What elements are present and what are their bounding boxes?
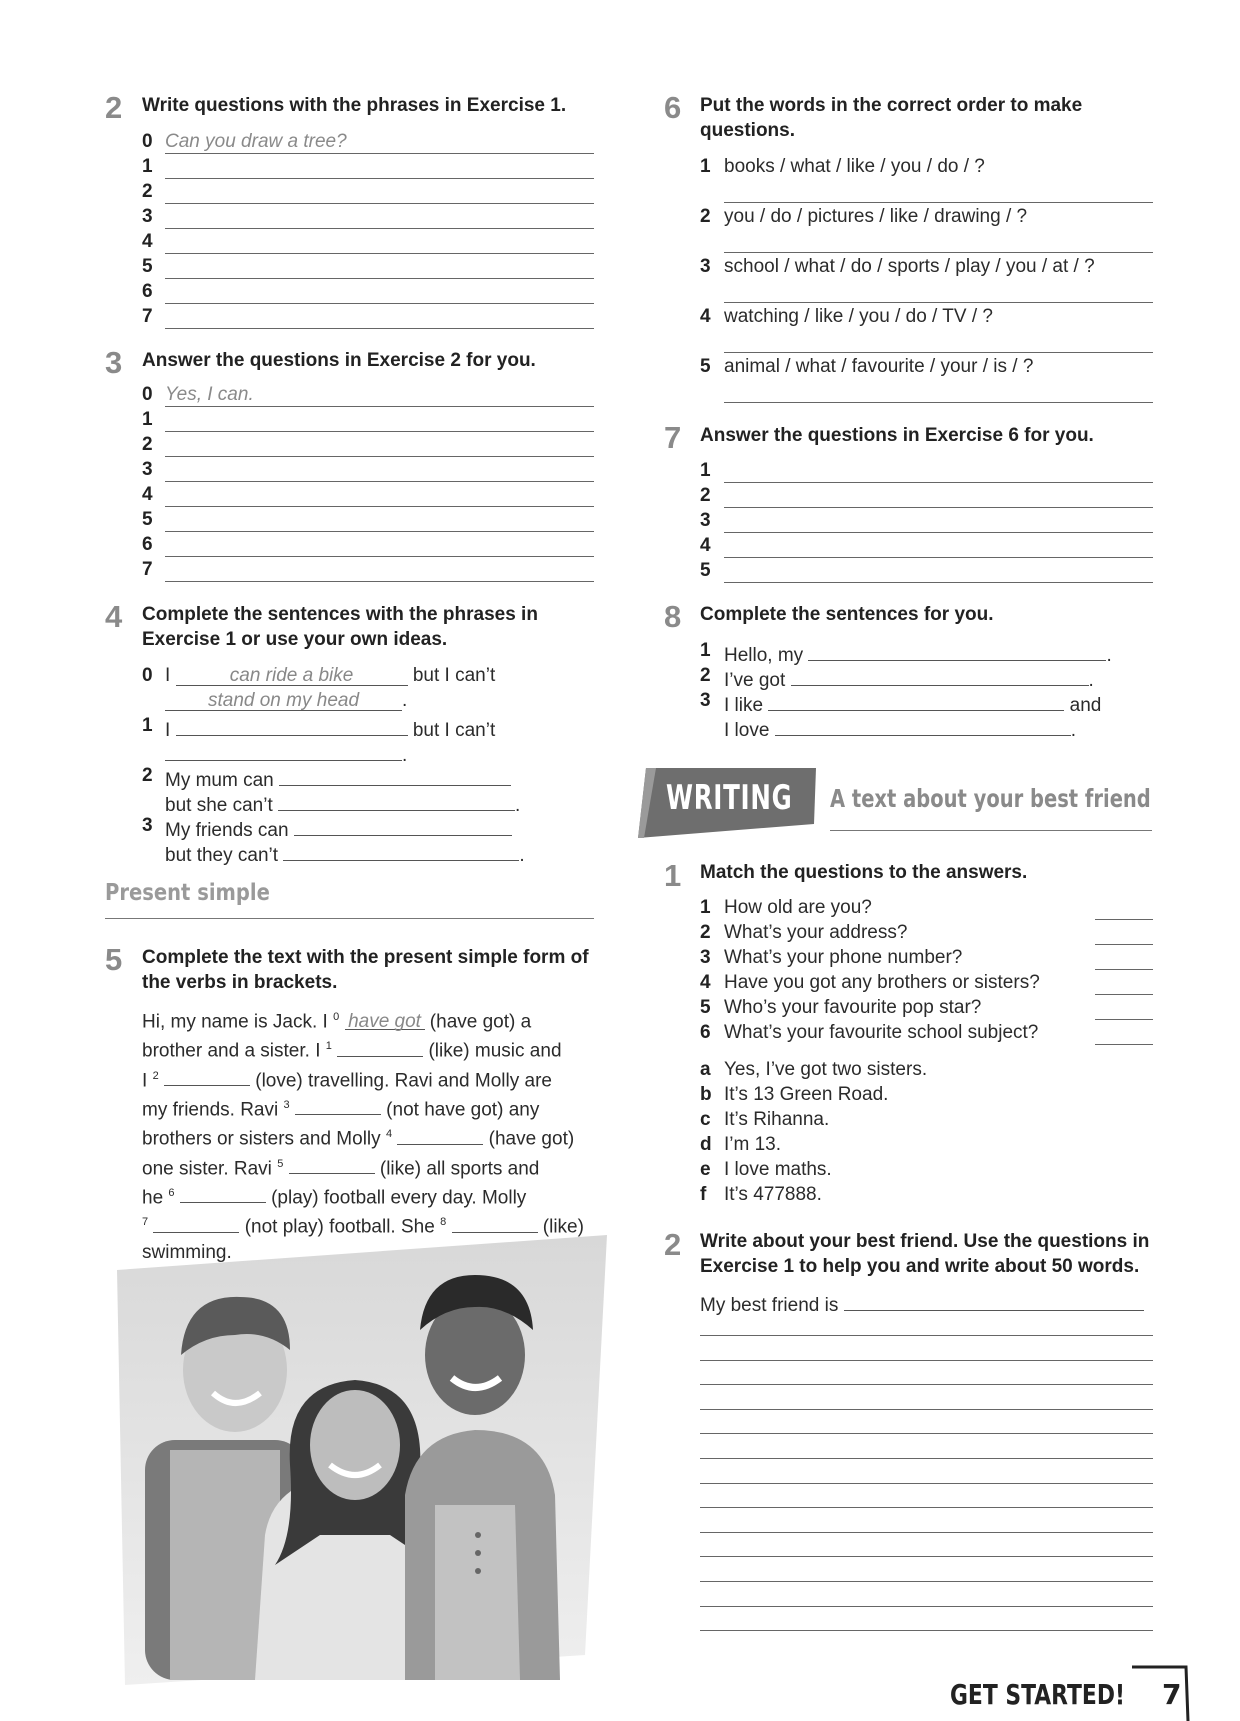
answer-text: I love maths. — [724, 1159, 832, 1180]
item-number: 4 — [700, 535, 711, 556]
item-number: 3 — [142, 459, 153, 480]
exercise-number: 2 — [105, 90, 123, 125]
answer-text: It’s Rihanna. — [724, 1109, 830, 1130]
exercise-title: Complete the sentences for you. — [700, 604, 994, 625]
blank[interactable] — [768, 690, 1064, 711]
sentence — [165, 765, 511, 792]
item-number: 2 — [700, 206, 711, 227]
match-blank[interactable] — [1095, 969, 1153, 970]
exercise-title — [700, 1229, 1149, 1279]
item-number: 3 — [700, 510, 711, 531]
item-number: 0 — [142, 384, 153, 405]
blank[interactable] — [289, 1153, 375, 1174]
writing-line[interactable] — [700, 1360, 1153, 1361]
item-letter: d — [700, 1134, 712, 1155]
sentence — [165, 790, 520, 817]
item-number: 2 — [142, 181, 153, 202]
blank[interactable] — [165, 740, 402, 761]
gap-fill-text — [142, 1005, 602, 1265]
item-number: 5 — [700, 997, 711, 1018]
question-text: Have you got any brothers or sisters? — [724, 972, 1040, 993]
exercise-title — [142, 602, 538, 652]
writing-line[interactable] — [700, 1507, 1153, 1508]
text-line: Hi, my name is Jack. I $^0$ have got (have got) a — [142, 1011, 532, 1033]
writing-line[interactable] — [700, 1335, 1153, 1336]
item-number: 2 — [142, 765, 153, 786]
exercise-title-line: Put the words in the correct order to make — [700, 95, 1083, 116]
text-line: swimming. — [142, 1241, 232, 1263]
answer-line[interactable] — [165, 481, 594, 482]
blank[interactable] — [180, 1182, 266, 1203]
section-rule — [830, 830, 1152, 831]
page-corner-mark — [1130, 1665, 1190, 1721]
exercise-number: 6 — [664, 90, 682, 125]
example-answer: Can you draw a tree? — [165, 131, 347, 152]
text-line: brothers or sisters and Molly $^4$ (have got) — [142, 1122, 602, 1151]
sentence — [165, 665, 495, 687]
sentence-text: but they can’t — [165, 845, 279, 866]
item-number: 6 — [700, 1022, 711, 1043]
item-number: 2 — [700, 665, 711, 686]
friends-photo — [115, 1235, 615, 1690]
item-letter: b — [700, 1084, 712, 1105]
sentence — [165, 740, 407, 767]
sentence-text: . — [402, 745, 408, 766]
sentence — [165, 690, 407, 712]
sentence-text: but I can’t — [412, 720, 496, 741]
writing-line[interactable] — [700, 1581, 1153, 1582]
item-number: 3 — [142, 206, 153, 227]
writing-line[interactable] — [700, 1483, 1153, 1484]
item-letter: f — [700, 1184, 707, 1205]
answer-line[interactable] — [165, 228, 594, 229]
item-number: 0 — [142, 665, 153, 686]
answer-line[interactable] — [165, 556, 594, 557]
answer-line[interactable] — [165, 581, 594, 582]
exercise-number: 2 — [664, 1227, 682, 1262]
answer-line[interactable] — [724, 302, 1153, 303]
item-number: 6 — [142, 281, 153, 302]
unit-title: GET STARTED! — [950, 1678, 1125, 1711]
exercise-title-line: the verbs in brackets. — [142, 972, 338, 993]
section-rule — [105, 918, 594, 919]
writing-subtitle: A text about your best friend — [830, 784, 1151, 813]
answer-line[interactable] — [724, 582, 1153, 583]
sentence: Hello, my . — [724, 640, 1112, 667]
question-text: What’s your favourite school subject? — [724, 1022, 1039, 1043]
answer-line[interactable] — [165, 253, 594, 254]
sentence — [165, 715, 495, 742]
sentence-text: I — [165, 720, 171, 741]
match-blank[interactable] — [1095, 1044, 1153, 1045]
item-number: 0 — [142, 131, 153, 152]
text-line: one sister. Ravi $^5$ (like) all sports and — [142, 1152, 602, 1181]
sentence-text: My mum can — [165, 770, 274, 791]
answer-line[interactable] — [165, 406, 594, 407]
match-blank[interactable] — [1095, 1019, 1153, 1020]
blank[interactable] — [278, 790, 515, 811]
word-prompt: school / what / do / sports / play / you / at / ? — [724, 256, 1095, 277]
writing-line[interactable] — [700, 1433, 1153, 1434]
question-text: How old are you? — [724, 897, 872, 918]
word-prompt: you / do / pictures / like / drawing / ? — [724, 206, 1028, 227]
item-number: 1 — [700, 897, 711, 918]
blank[interactable] — [153, 1212, 239, 1233]
exercise-title: Match the questions to the answers. — [700, 862, 1028, 883]
sentence-text: but she can’t — [165, 795, 273, 816]
answer-text: Yes, I’ve got two sisters. — [724, 1059, 928, 1080]
item-number: 1 — [700, 156, 711, 177]
item-number: 2 — [142, 434, 153, 455]
question-text: What’s your address? — [724, 922, 908, 943]
writing-line[interactable] — [700, 1606, 1153, 1607]
example-answer: can ride a bike — [176, 665, 408, 686]
text-line: $^7$ (not play) football. She $^8$ (like) — [142, 1210, 602, 1239]
sentence: My best friend is — [700, 1290, 1144, 1317]
answer-line[interactable] — [724, 402, 1153, 403]
sentence: I love . — [724, 715, 1076, 742]
answer-line[interactable] — [165, 506, 594, 507]
answer-line[interactable] — [724, 352, 1153, 353]
item-number: 4 — [142, 484, 153, 505]
answer-text: It’s 477888. — [724, 1184, 822, 1205]
writing-line[interactable] — [700, 1384, 1153, 1385]
blank[interactable] — [791, 665, 1089, 686]
question-text: What’s your phone number? — [724, 947, 963, 968]
exercise-title: Answer the questions in Exercise 6 for you. — [700, 425, 1094, 446]
blank[interactable] — [283, 840, 519, 861]
exercise-number: 7 — [664, 420, 682, 455]
writing-line[interactable] — [700, 1532, 1153, 1533]
exercise-title-line: Exercise 1 or use your own ideas. — [142, 629, 448, 650]
example-answer: have got — [345, 1009, 425, 1030]
answer-line[interactable] — [165, 531, 594, 532]
item-number: 3 — [700, 947, 711, 968]
answer-line[interactable] — [165, 456, 594, 457]
sentence: I like and — [724, 690, 1101, 717]
item-number: 5 — [142, 509, 153, 530]
item-number: 4 — [700, 972, 711, 993]
item-number: 5 — [700, 356, 711, 377]
sentence-text: but I can’t — [412, 665, 496, 686]
item-number: 7 — [142, 306, 153, 327]
answer-line[interactable] — [165, 431, 594, 432]
example-answer: Yes, I can. — [165, 384, 254, 405]
blank[interactable] — [808, 640, 1106, 661]
blank[interactable] — [294, 815, 512, 836]
item-number: 3 — [700, 256, 711, 277]
item-number: 2 — [700, 922, 711, 943]
answer-line[interactable] — [165, 203, 594, 204]
item-number: 5 — [700, 560, 711, 581]
writing-line[interactable] — [700, 1458, 1153, 1459]
page-number: 7 — [1162, 1678, 1182, 1711]
blank[interactable] — [397, 1124, 483, 1145]
exercise-title-line: questions. — [700, 120, 796, 141]
exercise-number: 4 — [105, 599, 123, 634]
exercise-title-line: Write about your best friend. Use the questions in — [700, 1231, 1150, 1252]
text-line: he $^6$ (play) football every day. Molly — [142, 1181, 602, 1210]
sentence-text: I — [165, 665, 171, 686]
answer-line[interactable] — [724, 532, 1153, 533]
blank[interactable] — [176, 715, 408, 736]
sentence-text: My friends can — [165, 820, 289, 841]
writing-line[interactable] — [700, 1630, 1153, 1631]
blank[interactable] — [279, 765, 511, 786]
answer-line[interactable] — [724, 507, 1153, 508]
exercise-title — [142, 945, 589, 995]
item-number: 1 — [700, 640, 711, 661]
match-blank[interactable] — [1095, 919, 1153, 920]
answer-line[interactable] — [724, 557, 1153, 558]
exercise-number: 8 — [664, 599, 682, 634]
item-number: 6 — [142, 534, 153, 555]
text-line: my friends. Ravi $^3$ (not have got) any — [142, 1093, 602, 1122]
text-line: brother and a sister. I $^1$ (like) music and — [142, 1034, 602, 1063]
item-number: 5 — [142, 256, 153, 277]
item-letter: e — [700, 1159, 711, 1180]
item-number: 7 — [142, 559, 153, 580]
word-prompt: watching / like / you / do / TV / ? — [724, 306, 993, 327]
item-number: 1 — [142, 409, 153, 430]
exercise-number: 1 — [664, 858, 682, 893]
item-letter: a — [700, 1059, 711, 1080]
match-blank[interactable] — [1095, 944, 1153, 945]
blank[interactable] — [844, 1290, 1144, 1311]
word-prompt: animal / what / favourite / your / is / ? — [724, 356, 1034, 377]
answer-line[interactable] — [724, 202, 1153, 203]
answer-line[interactable] — [165, 303, 594, 304]
item-number: 3 — [142, 815, 153, 836]
blank[interactable] — [337, 1036, 423, 1057]
exercise-title: Write questions with the phrases in Exercise 1. — [142, 95, 567, 116]
blank[interactable] — [775, 715, 1071, 736]
exercise-title — [700, 93, 1082, 143]
section-heading: Present simple — [105, 880, 270, 906]
item-number: 1 — [700, 460, 711, 481]
example-answer: stand on my head — [165, 690, 402, 711]
answer-line[interactable] — [165, 153, 594, 154]
blank[interactable] — [295, 1094, 381, 1115]
word-prompt: books / what / like / you / do / ? — [724, 156, 985, 177]
item-number: 2 — [700, 485, 711, 506]
answer-line[interactable] — [165, 178, 594, 179]
answer-text: It’s 13 Green Road. — [724, 1084, 889, 1105]
exercise-title-line: Exercise 1 to help you and write about 50 words. — [700, 1256, 1140, 1277]
sentence — [165, 815, 512, 842]
exercise-title: Answer the questions in Exercise 2 for you. — [142, 350, 536, 371]
answer-line[interactable] — [165, 278, 594, 279]
exercise-number: 5 — [105, 942, 123, 977]
sentence-text: . — [519, 845, 525, 866]
item-number: 3 — [700, 690, 711, 711]
answer-line[interactable] — [724, 482, 1153, 483]
question-text: Who’s your favourite pop star? — [724, 997, 982, 1018]
match-blank[interactable] — [1095, 994, 1153, 995]
exercise-number: 3 — [105, 345, 123, 380]
writing-banner-label: WRITING — [666, 778, 793, 818]
item-number: 1 — [142, 156, 153, 177]
sentence-text: . — [402, 690, 408, 711]
writing-line[interactable] — [700, 1556, 1153, 1557]
exercise-title-line: Complete the text with the present simple form of — [142, 947, 589, 968]
sentence-text: . — [515, 795, 521, 816]
item-number: 4 — [700, 306, 711, 327]
answer-line[interactable] — [724, 252, 1153, 253]
item-number: 4 — [142, 231, 153, 252]
text-line: I $^2$ (love) travelling. Ravi and Molly are — [142, 1064, 602, 1093]
answer-line[interactable] — [165, 328, 594, 329]
item-letter: c — [700, 1109, 711, 1130]
item-number: 1 — [142, 715, 153, 736]
sentence: I’ve got . — [724, 665, 1094, 692]
sentence — [165, 840, 525, 867]
blank[interactable] — [452, 1212, 538, 1233]
answer-text: I’m 13. — [724, 1134, 782, 1155]
blank[interactable] — [164, 1065, 250, 1086]
exercise-title-line: Complete the sentences with the phrases in — [142, 604, 538, 625]
writing-line[interactable] — [700, 1409, 1153, 1410]
